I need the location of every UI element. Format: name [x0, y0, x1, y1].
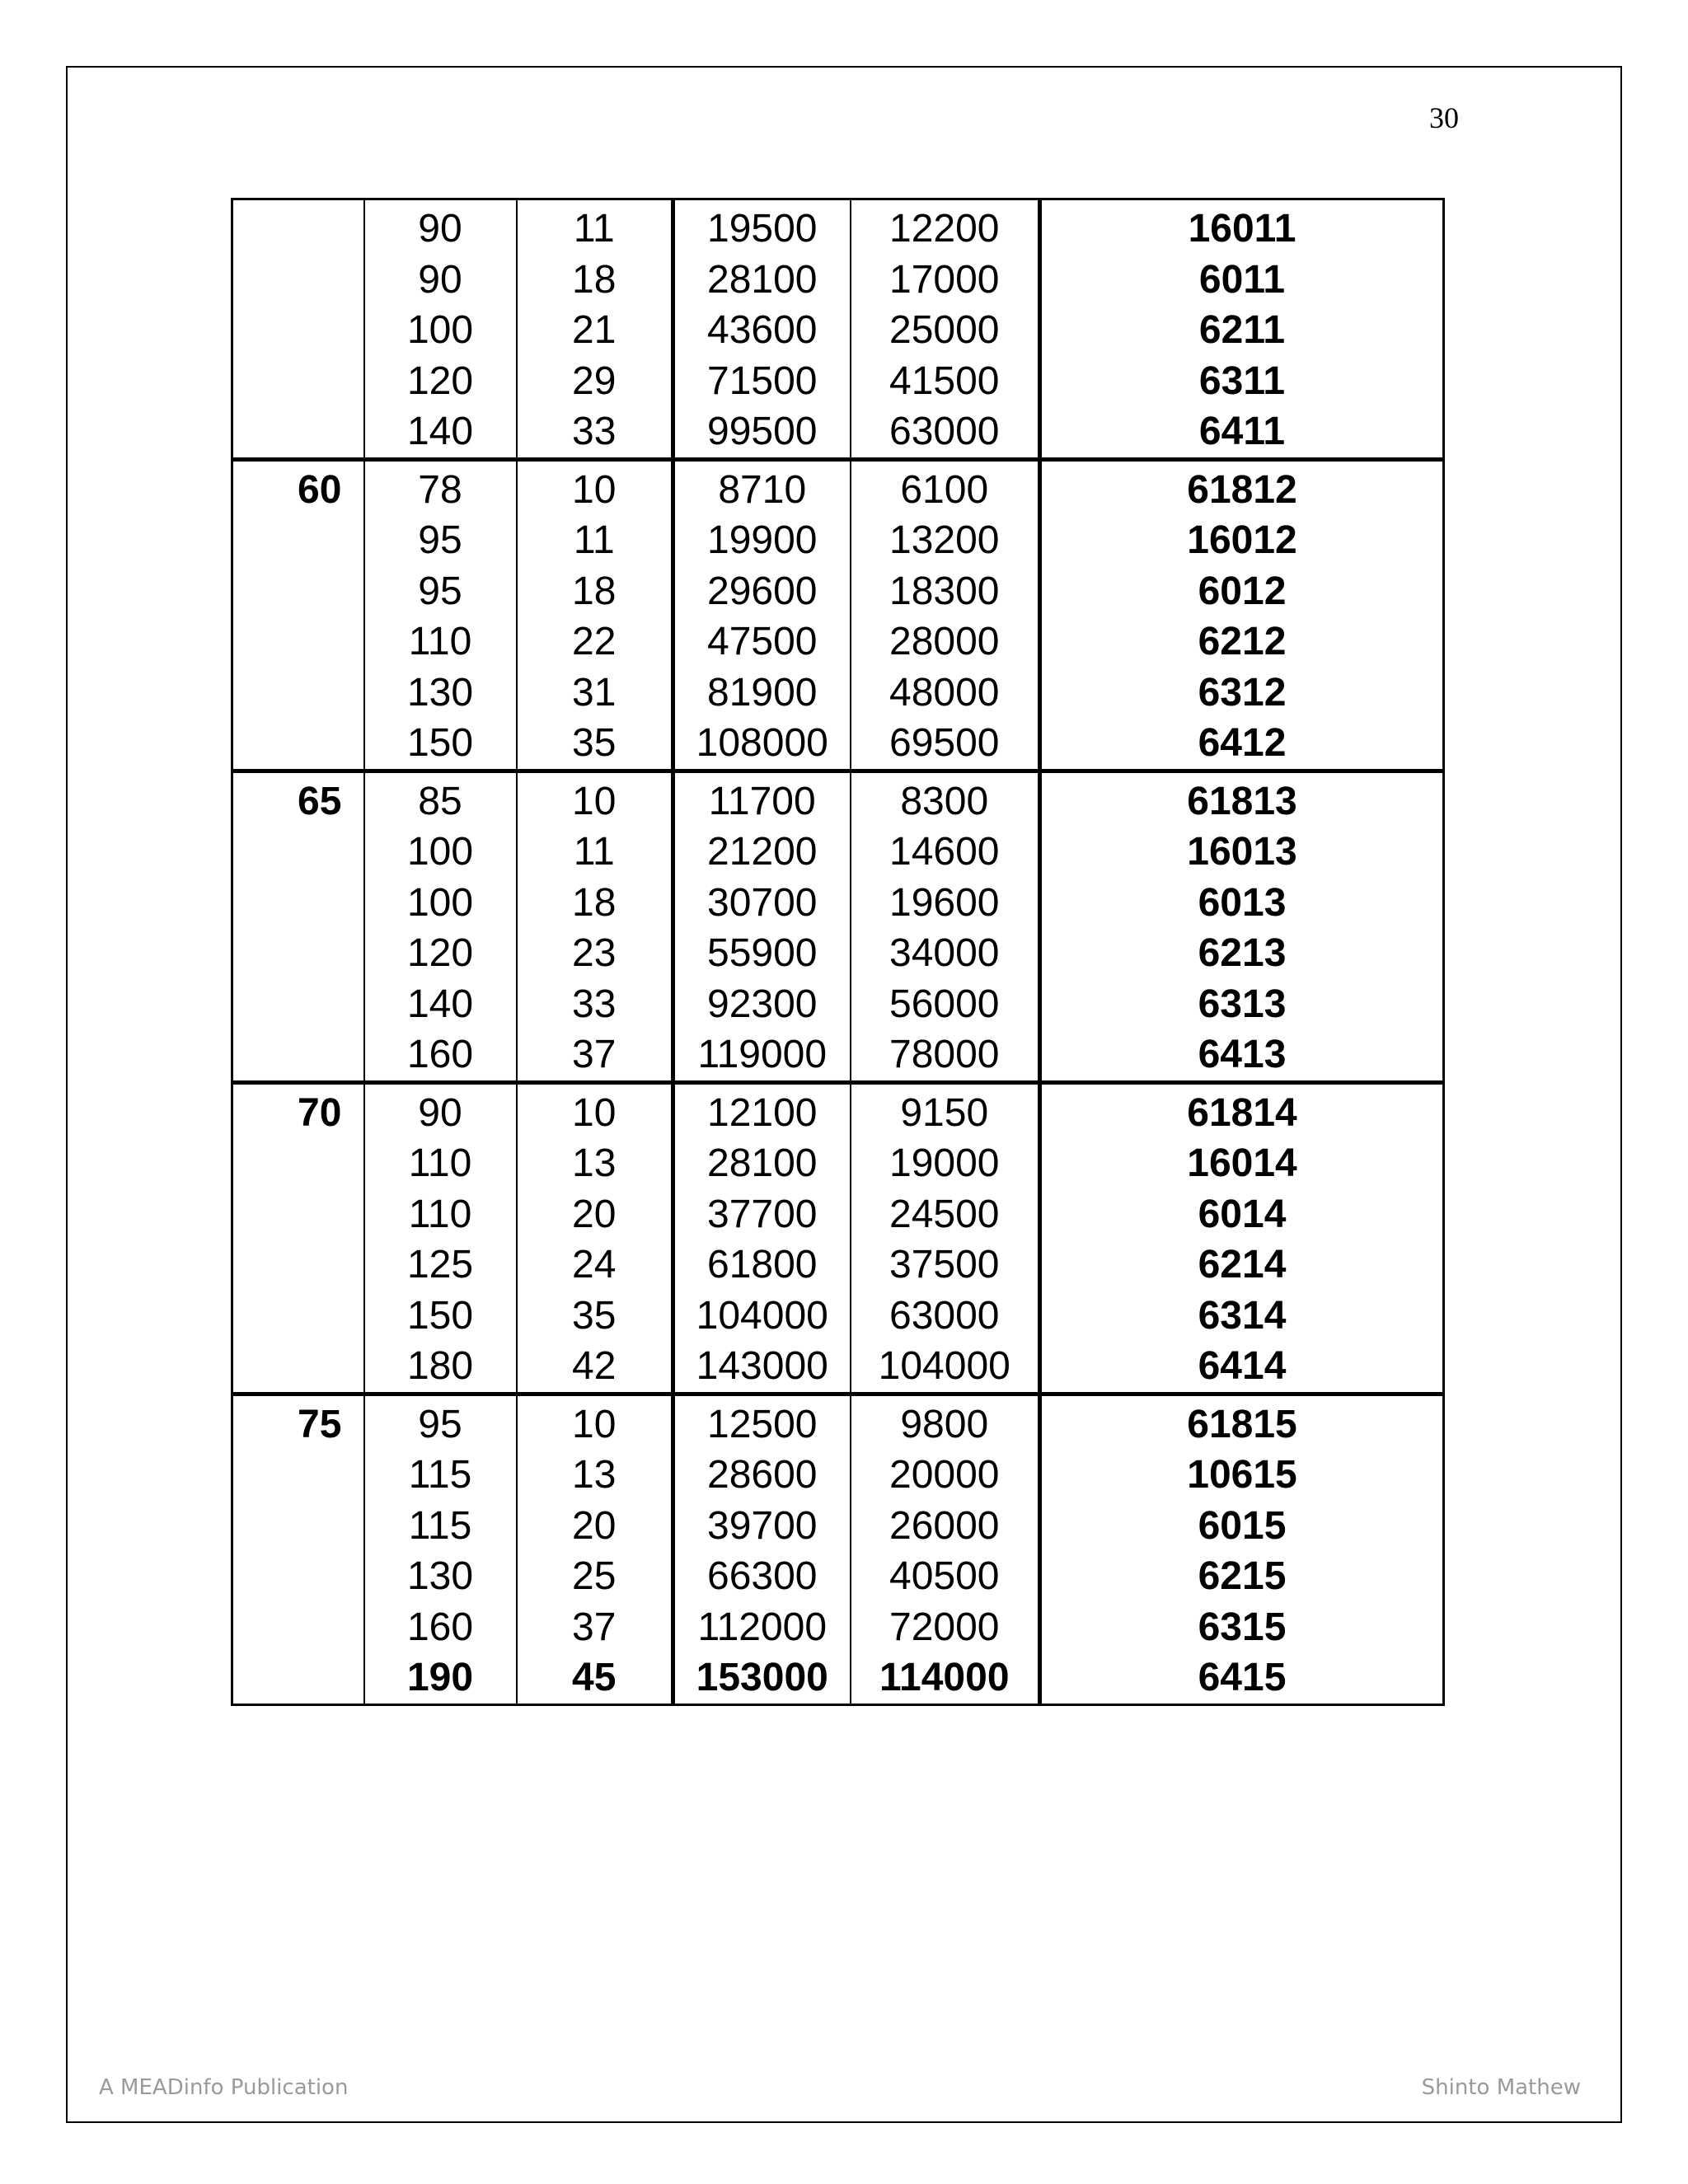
bearing-number-value: 6212	[1198, 620, 1287, 663]
bearing-number-cell	[1040, 1394, 1444, 1704]
dynamic-load-cell	[673, 1394, 851, 1704]
bearing-number-value: 6311	[1198, 359, 1286, 403]
width-value: 10	[572, 467, 617, 512]
footer-publisher: A MEADinfo Publication	[99, 2075, 349, 2100]
dynamic-load-value: 30700	[707, 880, 818, 925]
outer-diameter-value: 100	[406, 830, 474, 874]
dynamic-load-value: 11700	[708, 779, 816, 823]
bearing-number-cell	[1040, 199, 1444, 460]
bore-diameter-value: 65	[298, 779, 342, 823]
static-load-value: 9800	[900, 1402, 989, 1446]
static-load-value: 78000	[889, 1033, 1000, 1076]
outer-diameter-value: 115	[408, 1453, 472, 1497]
bore-group	[232, 199, 1444, 460]
static-load-value: 17000	[889, 257, 1000, 302]
bearing-number-value: 6011	[1198, 257, 1286, 302]
static-load-value: 104000	[878, 1344, 1010, 1388]
bearing-number-value: 6013	[1198, 880, 1287, 925]
width-value: 11	[573, 518, 615, 562]
static-load-value: 114000	[879, 1656, 1010, 1699]
bearing-number-value: 6314	[1198, 1293, 1287, 1338]
static-load-value: 20000	[889, 1453, 1000, 1497]
static-load-value: 8300	[900, 779, 989, 823]
outer-diameter-value: 100	[406, 308, 474, 352]
width-value: 20	[572, 1503, 617, 1548]
dynamic-load-value: 19900	[707, 518, 818, 562]
dynamic-load-value: 43600	[707, 308, 818, 352]
outer-diameter-value: 78	[418, 467, 462, 512]
bearing-number-value: 61814	[1187, 1090, 1297, 1135]
static-load-value: 48000	[889, 670, 1000, 715]
bearing-number-value: 6312	[1198, 670, 1287, 715]
dynamic-load-value: 12100	[707, 1090, 818, 1135]
outer-diameter-value: 160	[406, 1605, 474, 1649]
dynamic-load-value: 143000	[696, 1344, 828, 1388]
bearing-number-value: 6214	[1198, 1243, 1287, 1286]
static-load-cell	[851, 1394, 1040, 1704]
width-value: 10	[572, 779, 617, 823]
dynamic-load-value: 8710	[718, 467, 807, 512]
width-value: 25	[572, 1554, 617, 1598]
static-load-value: 63000	[889, 1293, 1000, 1338]
bore-group	[232, 1082, 1444, 1394]
static-load-value: 41500	[889, 359, 1000, 403]
bearing-number-value: 6413	[1198, 1033, 1287, 1076]
dynamic-load-value: 28100	[707, 1141, 818, 1185]
width-value: 37	[572, 1033, 617, 1076]
footer-author: Shinto Mathew	[1421, 2075, 1581, 2100]
outer-diameter-value: 190	[406, 1656, 474, 1699]
width-value: 11	[573, 207, 615, 251]
static-load-value: 69500	[889, 721, 1000, 765]
dynamic-load-value: 12500	[707, 1402, 818, 1446]
outer-diameter-value: 140	[406, 982, 474, 1026]
bearing-number-value: 16013	[1187, 830, 1297, 874]
width-value: 22	[572, 620, 617, 663]
bore-group	[232, 1394, 1444, 1704]
bearing-number-value: 10615	[1187, 1453, 1297, 1497]
bearing-number-value: 6412	[1198, 721, 1287, 765]
bore-diameter-cell	[232, 199, 364, 460]
bearing-table	[231, 198, 1445, 1706]
bearing-number-value: 6012	[1198, 569, 1287, 613]
outer-diameter-cell	[364, 199, 517, 460]
static-load-value: 19600	[889, 880, 1000, 925]
bearing-number-value: 6414	[1198, 1344, 1287, 1388]
outer-diameter-cell	[364, 1082, 517, 1394]
width-value: 35	[572, 1293, 617, 1338]
dynamic-load-cell	[673, 199, 851, 460]
static-load-value: 63000	[889, 410, 1000, 453]
width-value: 21	[572, 308, 617, 352]
static-load-value: 34000	[889, 931, 1000, 975]
dynamic-load-value: 47500	[707, 620, 818, 663]
width-value: 33	[572, 410, 617, 453]
static-load-value: 72000	[889, 1605, 1000, 1649]
outer-diameter-value: 90	[418, 207, 462, 251]
width-value: 23	[572, 931, 617, 975]
static-load-cell	[851, 771, 1040, 1082]
static-load-value: 9150	[900, 1090, 989, 1135]
bearing-number-value: 61815	[1187, 1402, 1297, 1446]
width-value: 37	[572, 1605, 617, 1649]
static-load-value: 37500	[889, 1243, 1000, 1286]
dynamic-load-cell	[673, 1082, 851, 1394]
bore-diameter-cell	[232, 771, 364, 1082]
dynamic-load-value: 28600	[707, 1453, 818, 1497]
width-value: 18	[572, 257, 617, 302]
dynamic-load-value: 153000	[696, 1656, 828, 1699]
bearing-number-value: 16014	[1187, 1141, 1297, 1185]
bearing-number-value: 6411	[1198, 410, 1286, 453]
bearing-number-value: 61813	[1187, 779, 1297, 823]
width-cell	[517, 459, 673, 771]
static-load-cell	[851, 459, 1040, 771]
dynamic-load-cell	[673, 459, 851, 771]
width-cell	[517, 1082, 673, 1394]
outer-diameter-value: 180	[406, 1344, 474, 1388]
static-load-value: 24500	[889, 1192, 1000, 1236]
outer-diameter-value: 120	[406, 359, 474, 403]
outer-diameter-value: 130	[406, 1554, 474, 1598]
bearing-number-value: 6213	[1198, 931, 1287, 975]
bearing-number-cell	[1040, 771, 1444, 1082]
width-value: 20	[572, 1192, 617, 1236]
width-cell	[517, 199, 673, 460]
dynamic-load-value: 39700	[707, 1503, 818, 1548]
static-load-value: 19000	[889, 1141, 1000, 1185]
static-load-value: 6100	[900, 467, 989, 512]
width-value: 42	[572, 1344, 617, 1388]
width-value: 18	[572, 569, 617, 613]
page-number: 30	[1429, 101, 1459, 134]
static-load-cell	[851, 1082, 1040, 1394]
dynamic-load-cell	[673, 771, 851, 1082]
dynamic-load-value: 19500	[707, 207, 818, 251]
static-load-value: 25000	[889, 308, 1000, 352]
outer-diameter-value: 115	[408, 1503, 472, 1548]
bearing-number-value: 6315	[1198, 1605, 1287, 1649]
static-load-value: 13200	[889, 518, 1000, 562]
bore-diameter-value: 70	[298, 1090, 342, 1135]
bearing-number-value: 6211	[1198, 308, 1286, 352]
width-value: 35	[572, 721, 617, 765]
width-cell	[517, 771, 673, 1082]
dynamic-load-value: 61800	[707, 1243, 818, 1286]
width-value: 33	[572, 982, 617, 1026]
bearing-number-cell	[1040, 1082, 1444, 1394]
bearing-number-value: 6313	[1198, 982, 1287, 1026]
table-row	[232, 199, 1444, 460]
dynamic-load-value: 29600	[707, 569, 818, 613]
bearing-number-value: 16011	[1188, 207, 1296, 251]
static-load-value: 12200	[889, 207, 1000, 251]
bore-diameter-value: 60	[298, 467, 342, 512]
dynamic-load-value: 21200	[707, 830, 818, 874]
outer-diameter-cell	[364, 771, 517, 1082]
outer-diameter-value: 140	[406, 410, 474, 453]
static-load-value: 56000	[889, 982, 1000, 1026]
dynamic-load-value: 99500	[707, 410, 818, 453]
outer-diameter-value: 150	[406, 721, 474, 765]
table-row	[232, 1082, 1444, 1394]
dynamic-load-value: 55900	[707, 931, 818, 975]
outer-diameter-value: 95	[418, 518, 462, 562]
width-value: 45	[572, 1656, 617, 1699]
bearing-number-value: 6215	[1198, 1554, 1287, 1598]
width-value: 11	[573, 830, 615, 874]
width-value: 10	[572, 1402, 617, 1446]
width-value: 24	[572, 1243, 617, 1286]
bearing-number-value: 6415	[1198, 1656, 1287, 1699]
bore-diameter-cell	[232, 1082, 364, 1394]
bearing-number-value: 6015	[1198, 1503, 1287, 1548]
static-load-value: 26000	[889, 1503, 1000, 1548]
outer-diameter-cell	[364, 459, 517, 771]
dynamic-load-value: 37700	[707, 1192, 818, 1236]
bore-diameter-value	[276, 204, 363, 255]
dynamic-load-value: 92300	[707, 982, 818, 1026]
dynamic-load-value: 81900	[707, 670, 818, 715]
outer-diameter-cell	[364, 1394, 517, 1704]
outer-diameter-value: 100	[406, 880, 474, 925]
table-row	[232, 1394, 1444, 1704]
bore-diameter-cell	[232, 1394, 364, 1704]
bore-group	[232, 771, 1444, 1082]
outer-diameter-value: 85	[418, 779, 462, 823]
outer-diameter-value: 95	[418, 569, 462, 613]
width-value: 18	[572, 880, 617, 925]
static-load-value: 14600	[889, 830, 1000, 874]
dynamic-load-value: 104000	[696, 1293, 828, 1338]
dynamic-load-value: 28100	[707, 257, 818, 302]
width-value: 29	[572, 359, 617, 403]
static-load-value: 28000	[889, 620, 1000, 663]
static-load-value: 40500	[889, 1554, 1000, 1598]
dynamic-load-value: 112000	[697, 1605, 828, 1649]
width-cell	[517, 1394, 673, 1704]
bearing-number-value: 61812	[1187, 467, 1297, 512]
outer-diameter-value: 125	[406, 1243, 474, 1286]
bearing-number-value: 16012	[1187, 518, 1297, 562]
outer-diameter-value: 95	[418, 1402, 462, 1446]
width-value: 10	[572, 1090, 617, 1135]
outer-diameter-value: 130	[406, 670, 474, 715]
outer-diameter-value: 110	[408, 1192, 472, 1236]
table-row	[232, 459, 1444, 771]
outer-diameter-value: 160	[406, 1033, 474, 1076]
dynamic-load-value: 108000	[696, 721, 828, 765]
width-value: 31	[572, 670, 617, 715]
static-load-cell	[851, 199, 1040, 460]
dynamic-load-value: 119000	[697, 1033, 828, 1076]
width-value: 13	[572, 1453, 617, 1497]
outer-diameter-value: 110	[408, 620, 472, 663]
outer-diameter-value: 110	[408, 1141, 472, 1185]
dynamic-load-value: 71500	[707, 359, 818, 403]
bore-group	[232, 459, 1444, 771]
bearing-number-cell	[1040, 459, 1444, 771]
dynamic-load-value: 66300	[707, 1554, 818, 1598]
outer-diameter-value: 120	[406, 931, 474, 975]
outer-diameter-value: 150	[406, 1293, 474, 1338]
outer-diameter-value: 90	[418, 1090, 462, 1135]
bore-diameter-value: 75	[298, 1402, 342, 1446]
static-load-value: 18300	[889, 569, 1000, 613]
bearing-number-value: 6014	[1198, 1192, 1287, 1236]
width-value: 13	[572, 1141, 617, 1185]
bore-diameter-cell	[232, 459, 364, 771]
outer-diameter-value: 90	[418, 257, 462, 302]
table-row	[232, 771, 1444, 1082]
